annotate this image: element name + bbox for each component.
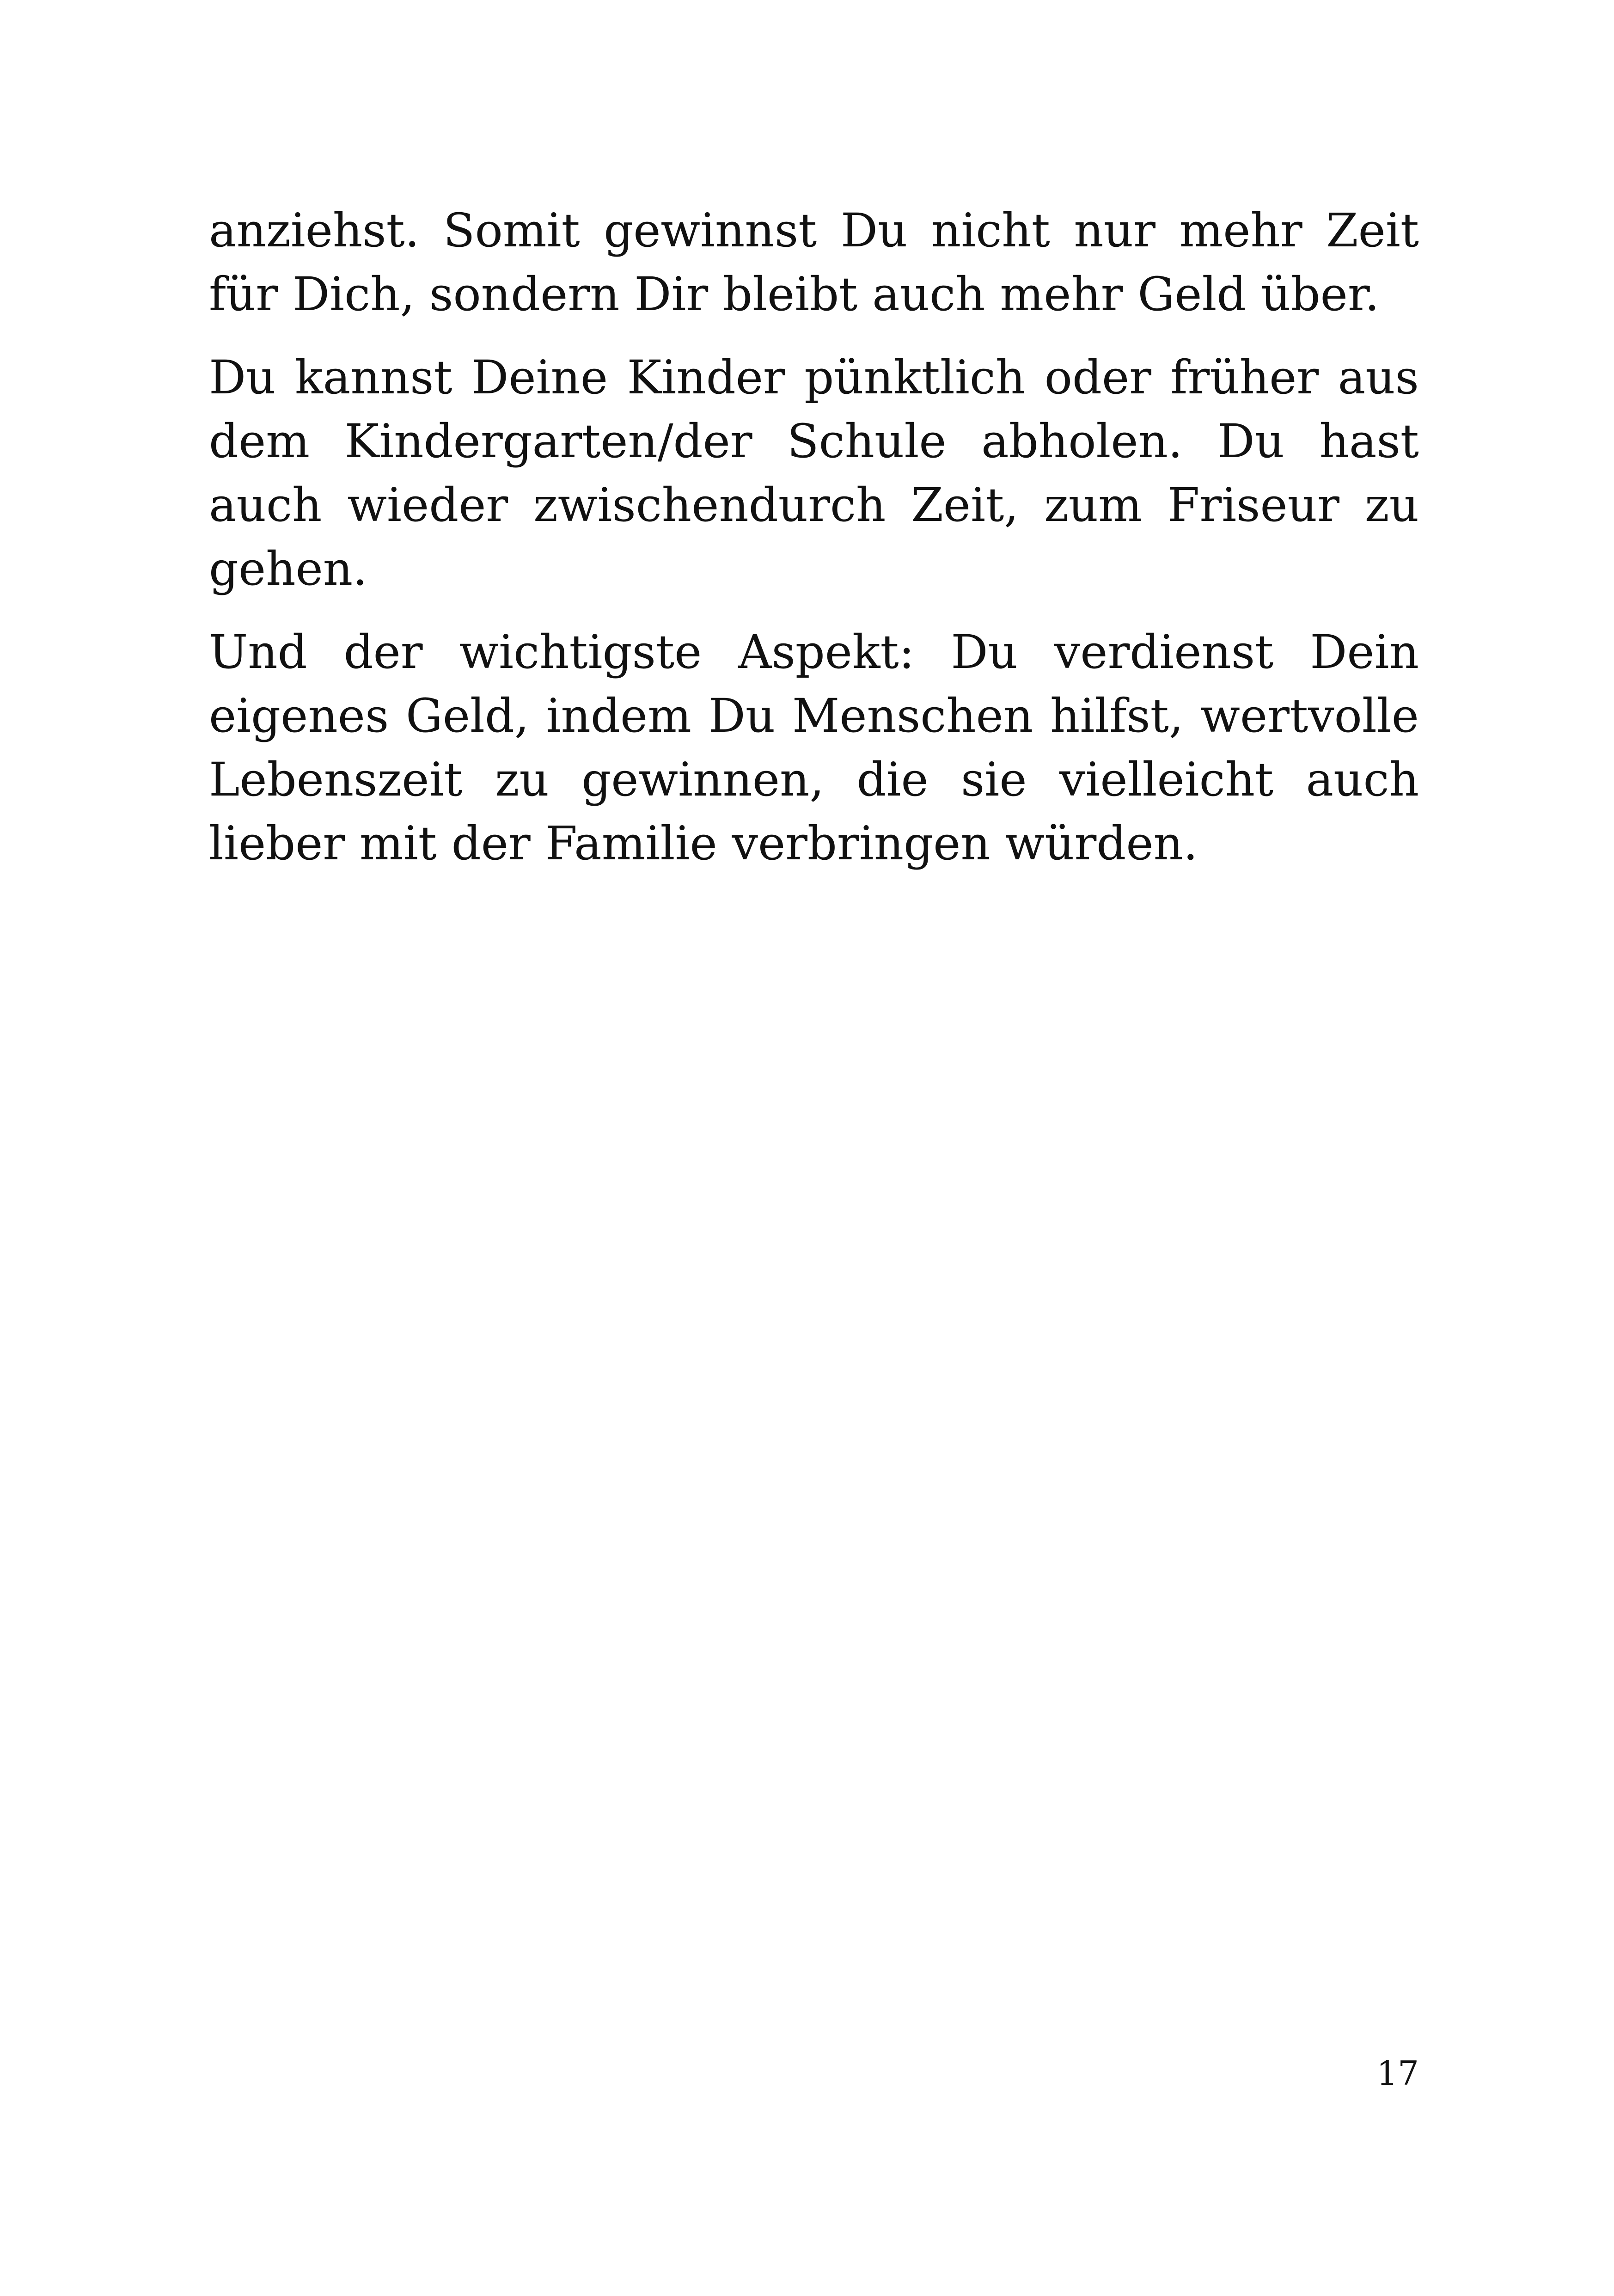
paragraph-3: Und der wichtigste Aspekt: Du verdienst Dein eigenes Geld, indem Du Menschen hilfst, wertvolle Lebenszeit zu gewinnen, die sie vielleicht auch lieber mit der Familie verbringen würden. [209,625,1419,870]
page-number: 17 [1376,2054,1419,2093]
paragraph-1: anziehst. Somit gewinnst Du nicht nur mehr Zeit für Dich, sondern Dir bleibt auch mehr Geld über. [209,203,1419,321]
paragraph-2: Du kannst Deine Kinder pünktlich oder früher aus dem Kindergarten/der Schule abholen. Du hast auch wieder zwischendurch Zeit, zum Friseur zu gehen. [209,350,1419,596]
body-text [209,199,1419,895]
